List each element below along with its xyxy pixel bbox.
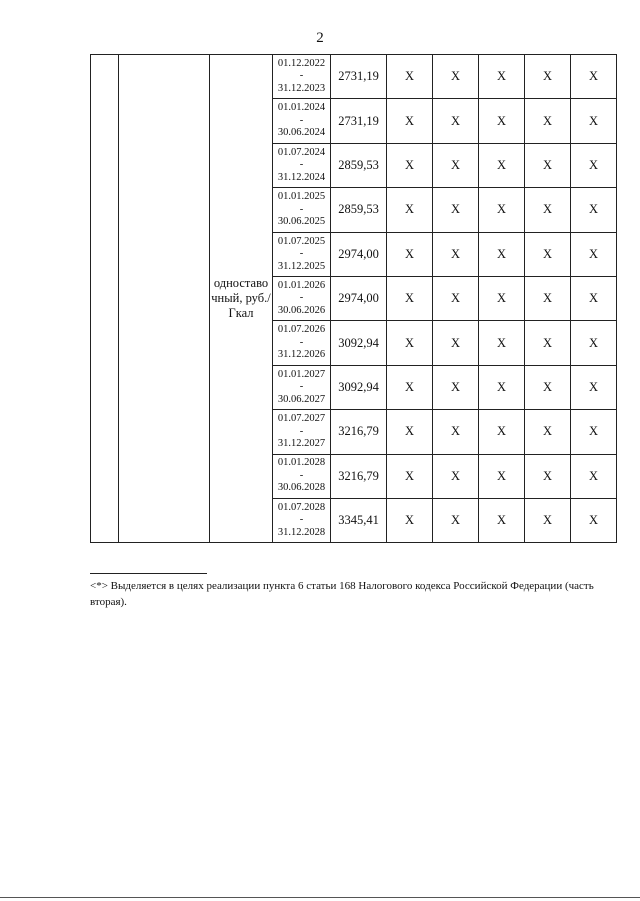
period-end-date: 31.12.2027 xyxy=(277,438,326,450)
tariff-value-cell: 2731,19 xyxy=(331,55,387,99)
not-applicable-cell: X xyxy=(387,99,433,143)
table-row xyxy=(91,55,617,99)
not-applicable-cell: X xyxy=(387,188,433,232)
not-applicable-cell: X xyxy=(387,232,433,276)
not-applicable-cell: X xyxy=(433,188,479,232)
not-applicable-cell: X xyxy=(571,188,617,232)
period-separator: - xyxy=(299,336,304,348)
not-applicable-cell: X xyxy=(433,232,479,276)
period-end-date: 31.12.2026 xyxy=(277,349,326,361)
period-cell xyxy=(273,143,331,187)
empty-cell-name xyxy=(119,55,210,543)
period-separator: - xyxy=(299,70,304,82)
not-applicable-cell: X xyxy=(525,99,571,143)
period-end-date: 31.12.2028 xyxy=(277,526,326,538)
not-applicable-cell: X xyxy=(571,410,617,454)
period-start-date: 01.07.2025 xyxy=(277,235,326,247)
period-cell xyxy=(273,498,331,542)
period-end-date: 30.06.2025 xyxy=(277,216,326,228)
period-cell xyxy=(273,188,331,232)
not-applicable-cell: X xyxy=(525,321,571,365)
not-applicable-cell: X xyxy=(387,276,433,320)
period-end-date: 30.06.2024 xyxy=(277,127,326,139)
not-applicable-cell: X xyxy=(479,99,525,143)
tariff-value-cell: 2731,19 xyxy=(331,99,387,143)
not-applicable-cell: X xyxy=(525,454,571,498)
not-applicable-cell: X xyxy=(525,232,571,276)
tariff-table xyxy=(90,54,617,543)
period-start-date: 01.01.2028 xyxy=(277,457,326,469)
period-start-date: 01.01.2024 xyxy=(277,102,326,114)
not-applicable-cell: X xyxy=(479,365,525,409)
footnote: <*> Выделяется в целях реализации пункта 6 статьи 168 Налогового кодекса Российской Федерации (часть вторая). xyxy=(90,580,594,608)
period-start-date: 01.12.2022 xyxy=(277,57,326,69)
tariff-value-cell: 2974,00 xyxy=(331,232,387,276)
not-applicable-cell: X xyxy=(479,498,525,542)
not-applicable-cell: X xyxy=(433,321,479,365)
not-applicable-cell: X xyxy=(571,321,617,365)
tariff-value-cell: 3092,94 xyxy=(331,321,387,365)
period-cell xyxy=(273,321,331,365)
not-applicable-cell: X xyxy=(571,276,617,320)
not-applicable-cell: X xyxy=(387,143,433,187)
tariff-value-cell: 2859,53 xyxy=(331,143,387,187)
not-applicable-cell: X xyxy=(479,143,525,187)
page-bottom-edge xyxy=(0,897,640,898)
tariff-value-cell: 3092,94 xyxy=(331,365,387,409)
tariff-value-cell: 2859,53 xyxy=(331,188,387,232)
not-applicable-cell: X xyxy=(433,498,479,542)
tariff-value-cell: 2974,00 xyxy=(331,276,387,320)
not-applicable-cell: X xyxy=(525,498,571,542)
tariff-unit-cell: одноставо чный, руб./Гкал xyxy=(210,55,273,543)
period-separator: - xyxy=(299,203,304,215)
not-applicable-cell: X xyxy=(525,188,571,232)
period-start-date: 01.07.2024 xyxy=(277,146,326,158)
not-applicable-cell: X xyxy=(479,454,525,498)
period-separator: - xyxy=(299,469,304,481)
tariff-value-cell: 3216,79 xyxy=(331,410,387,454)
not-applicable-cell: X xyxy=(571,498,617,542)
not-applicable-cell: X xyxy=(571,454,617,498)
period-start-date: 01.01.2027 xyxy=(277,368,326,380)
period-end-date: 30.06.2026 xyxy=(277,304,326,316)
not-applicable-cell: X xyxy=(525,410,571,454)
not-applicable-cell: X xyxy=(525,276,571,320)
period-end-date: 31.12.2023 xyxy=(277,82,326,94)
not-applicable-cell: X xyxy=(433,454,479,498)
not-applicable-cell: X xyxy=(433,365,479,409)
not-applicable-cell: X xyxy=(479,188,525,232)
tariff-value-cell: 3216,79 xyxy=(331,454,387,498)
empty-cell-number xyxy=(91,55,119,543)
not-applicable-cell: X xyxy=(479,321,525,365)
not-applicable-cell: X xyxy=(571,232,617,276)
not-applicable-cell: X xyxy=(571,143,617,187)
period-separator: - xyxy=(299,114,304,126)
not-applicable-cell: X xyxy=(525,55,571,99)
period-cell xyxy=(273,410,331,454)
not-applicable-cell: X xyxy=(433,143,479,187)
not-applicable-cell: X xyxy=(387,410,433,454)
period-start-date: 01.07.2028 xyxy=(277,501,326,513)
period-start-date: 01.01.2025 xyxy=(277,191,326,203)
tariff-value-cell: 3345,41 xyxy=(331,498,387,542)
period-separator: - xyxy=(299,425,304,437)
period-end-date: 31.12.2024 xyxy=(277,171,326,183)
not-applicable-cell: X xyxy=(387,454,433,498)
tariff-table-body xyxy=(91,55,617,543)
period-separator: - xyxy=(299,514,304,526)
period-end-date: 30.06.2028 xyxy=(277,482,326,494)
footnote-divider xyxy=(90,573,207,574)
not-applicable-cell: X xyxy=(571,55,617,99)
period-separator: - xyxy=(299,381,304,393)
not-applicable-cell: X xyxy=(433,55,479,99)
not-applicable-cell: X xyxy=(571,99,617,143)
not-applicable-cell: X xyxy=(479,232,525,276)
not-applicable-cell: X xyxy=(433,276,479,320)
period-cell xyxy=(273,55,331,99)
not-applicable-cell: X xyxy=(525,365,571,409)
not-applicable-cell: X xyxy=(433,99,479,143)
period-end-date: 30.06.2027 xyxy=(277,393,326,405)
not-applicable-cell: X xyxy=(525,143,571,187)
period-start-date: 01.07.2027 xyxy=(277,413,326,425)
not-applicable-cell: X xyxy=(433,410,479,454)
page-number: 2 xyxy=(316,30,324,46)
not-applicable-cell: X xyxy=(479,410,525,454)
period-separator: - xyxy=(299,159,304,171)
period-cell xyxy=(273,232,331,276)
period-end-date: 31.12.2025 xyxy=(277,260,326,272)
not-applicable-cell: X xyxy=(387,365,433,409)
period-start-date: 01.07.2026 xyxy=(277,324,326,336)
not-applicable-cell: X xyxy=(479,55,525,99)
period-start-date: 01.01.2026 xyxy=(277,279,326,291)
not-applicable-cell: X xyxy=(387,321,433,365)
period-separator: - xyxy=(299,248,304,259)
not-applicable-cell: X xyxy=(479,276,525,320)
not-applicable-cell: X xyxy=(387,55,433,99)
period-cell xyxy=(273,454,331,498)
period-separator: - xyxy=(299,292,304,304)
not-applicable-cell: X xyxy=(387,498,433,542)
not-applicable-cell: X xyxy=(571,365,617,409)
period-cell xyxy=(273,99,331,143)
period-cell xyxy=(273,365,331,409)
period-cell xyxy=(273,276,331,320)
